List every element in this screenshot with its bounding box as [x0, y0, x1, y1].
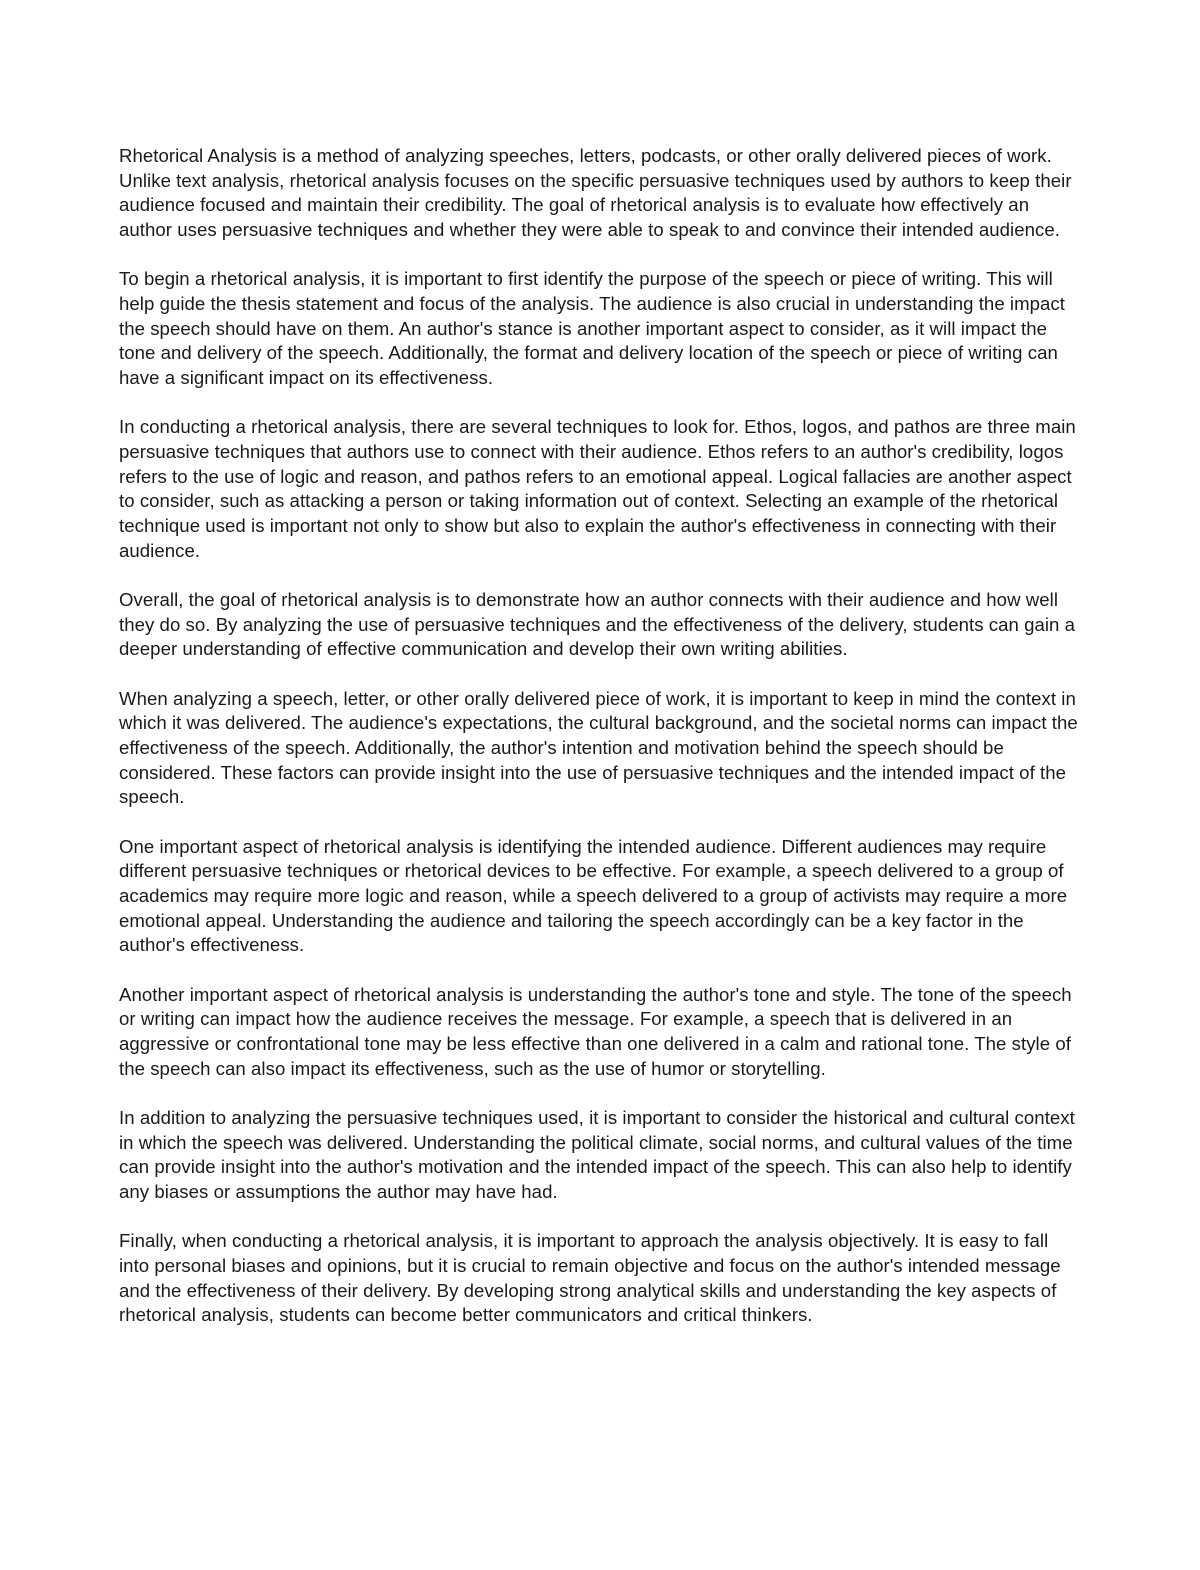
paragraph-3: In conducting a rhetorical analysis, there are several techniques to look for. Ethos, logos, and pathos are three main persuasive techniques that authors use to connect with their audience. Ethos refers to an author's credibility, logos refers to the use of logic and reason, and pathos refers to an emotional appeal. Logical fallacies are another aspect to consider, such as attacking a person or taking information out of context. Selecting an example of the rhetorical technique used is important not only to show but also to explain the author's effectiveness in connecting with their audience. [119, 416, 1076, 561]
paragraph-9: Finally, when conducting a rhetorical analysis, it is important to approach the analysis objectively. It is easy to fall into personal biases and opinions, but it is crucial to remain objective and focus on the author's intended message and the effectiveness of their delivery. By developing strong analytical skills and understanding the key aspects of rhetorical analysis, students can become better communicators and critical thinkers. [119, 1230, 1061, 1326]
paragraph-2: To begin a rhetorical analysis, it is important to first identify the purpose of the speech or piece of writing. This will help guide the thesis statement and focus of the analysis. The audience is also crucial in understanding the impact the speech should have on them. An author's stance is another important aspect to consider, as it will impact the tone and delivery of the speech. Additionally, the format and delivery location of the speech or piece of writing can have a significant impact on its effectiveness. [119, 268, 1065, 389]
paragraph-6: One important aspect of rhetorical analysis is identifying the intended audience. Different audiences may require different persuasive techniques or rhetorical devices to be effective. For example, a speech delivered to a group of academics may require more logic and reason, while a speech delivered to a group of activists may require a more emotional appeal. Understanding the audience and tailoring the speech accordingly can be a key factor in the author's effectiveness. [119, 835, 1068, 956]
paragraph-8: In addition to analyzing the persuasive techniques used, it is important to consider the historical and cultural context in which the speech was delivered. Understanding the political climate, social norms, and cultural values of the time can provide insight into the author's motivation and the intended impact of the speech. This can also help to identify any biases or assumptions the author may have had. [119, 1107, 1075, 1203]
paragraph-1: Rhetorical Analysis is a method of analyzing speeches, letters, podcasts, or other orally delivered pieces of work. Unlike text analysis, rhetorical analysis focuses on the specific persuasive techniques used by authors to keep their audience focused and maintain their credibility. The goal of rhetorical analysis is to evaluate how effectively an author uses persuasive techniques and whether they were able to speak to and convince their intended audience. [119, 145, 1072, 241]
paragraph-4: Overall, the goal of rhetorical analysis is to demonstrate how an author connects with their audience and how well they do so. By analyzing the use of persuasive techniques and the effectiveness of the delivery, students can gain a deeper understanding of effective communication and develop their own writing abilities. [119, 589, 1076, 660]
paragraph-7: Another important aspect of rhetorical analysis is understanding the author's tone and style. The tone of the speech or writing can impact how the audience receives the message. For example, a speech that is delivered in an aggressive or confrontational tone may be less effective than one delivered in a calm and rational tone. The style of the speech can also impact its effectiveness, such as the use of humor or storytelling. [119, 983, 1072, 1079]
document-body [119, 144, 1081, 1353]
paragraph-5: When analyzing a speech, letter, or other orally delivered piece of work, it is important to keep in mind the context in which it was delivered. The audience's expectations, the cultural background, and the societal norms can impact the effectiveness of the speech. Additionally, the author's intention and motivation behind the speech should be considered. These factors can provide insight into the use of persuasive techniques and the intended impact of the speech. [119, 687, 1078, 808]
